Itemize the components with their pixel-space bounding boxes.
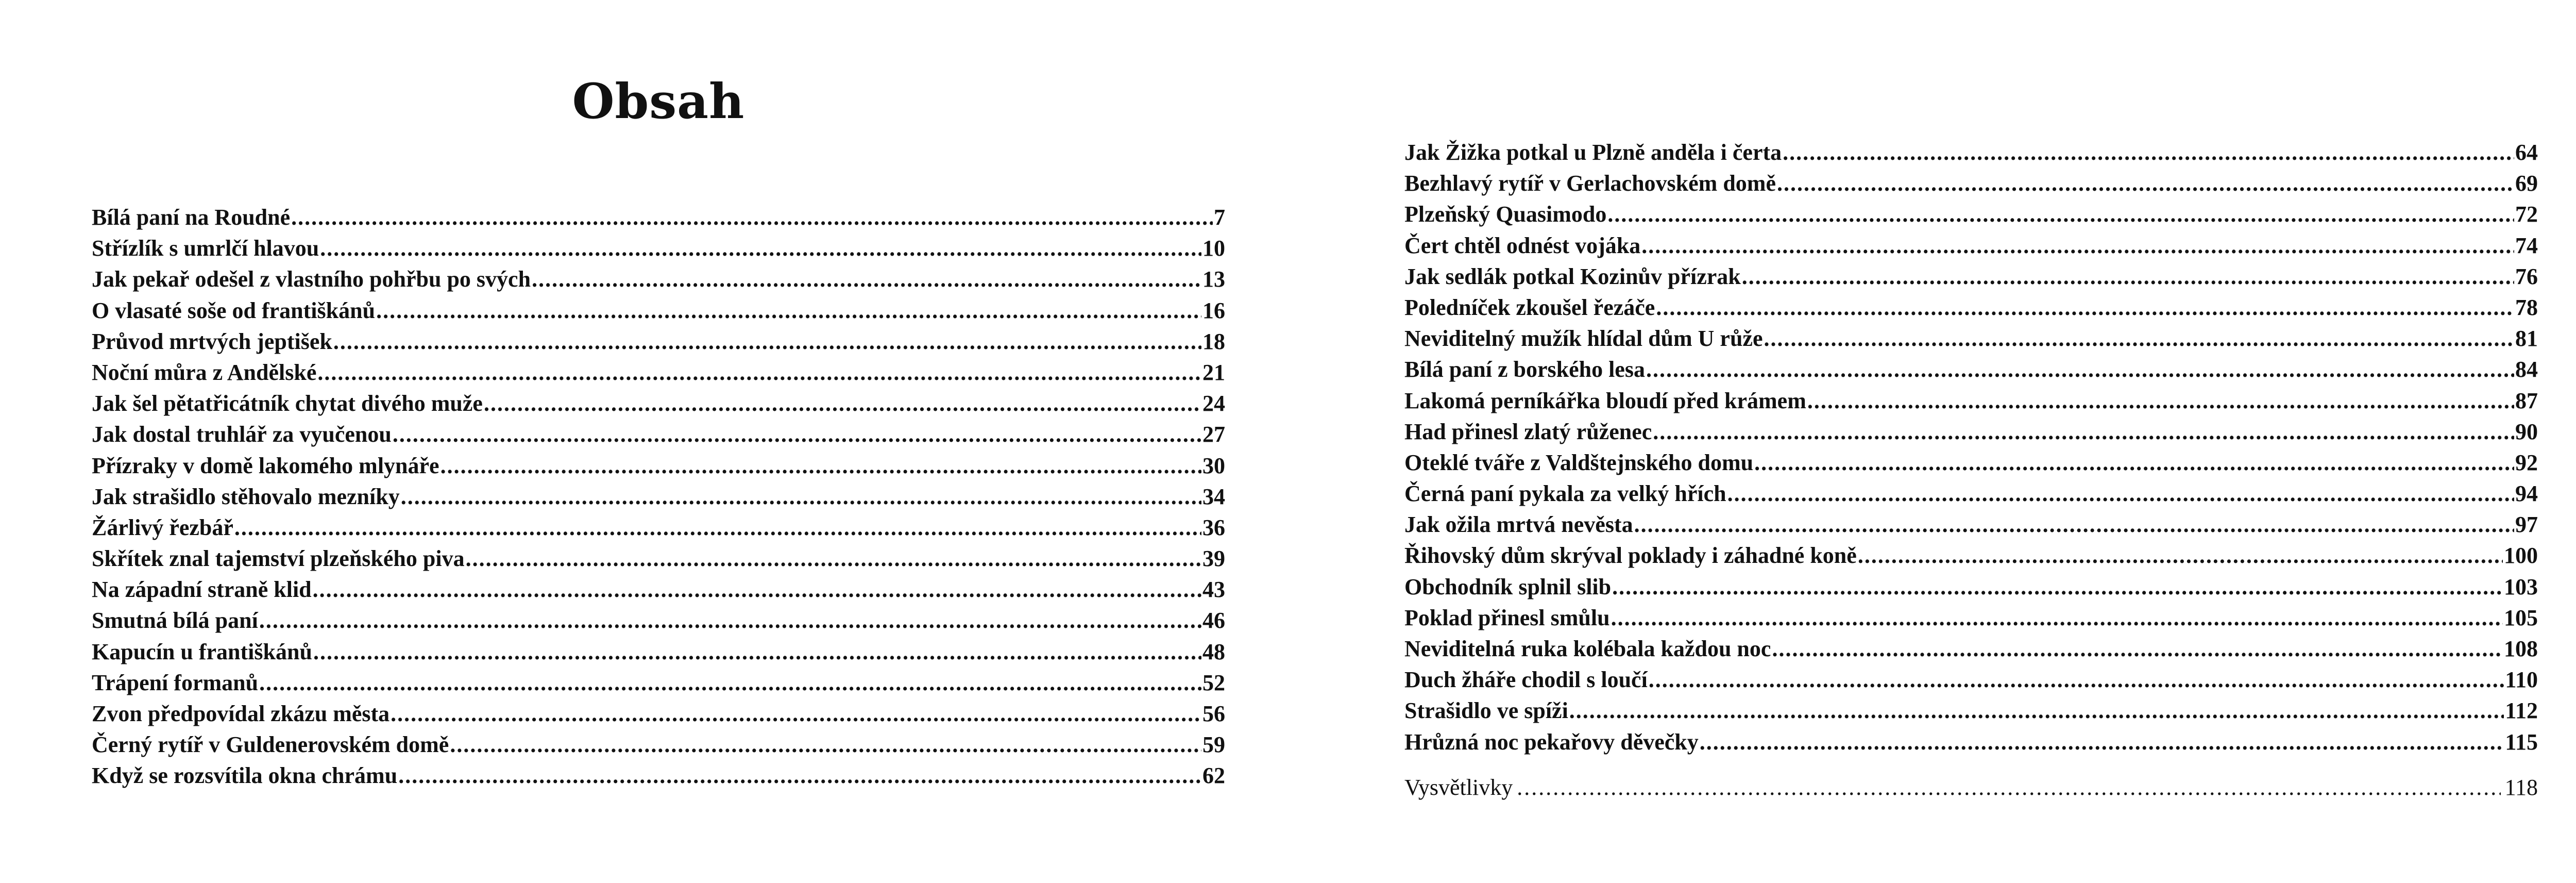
toc-entry <box>92 419 1225 450</box>
toc-entry-title: Oteklé tváře z Valdštejnského domu <box>1404 449 1754 475</box>
toc-entry-page: 7 <box>1214 205 1225 230</box>
toc-entry-title: Průvod mrtvých jeptišek <box>92 328 332 354</box>
toc-entry-page: 108 <box>2504 636 2538 661</box>
toc-entry-page: 94 <box>2515 481 2538 507</box>
toc-entry-title: Řihovský dům skrýval poklady i záhadné koně <box>1404 543 1857 569</box>
toc-entry-title: Kapucín u františkánů <box>92 639 312 664</box>
toc-leader-dots <box>1858 540 2503 571</box>
toc-entry-page: 52 <box>1202 670 1225 695</box>
toc-leader-dots <box>317 357 1201 388</box>
toc-entry-page: 74 <box>2515 232 2538 258</box>
toc-entry-title: Trápení formanů <box>92 670 259 695</box>
toc-entry <box>1404 416 2538 447</box>
toc-leader-dots <box>1611 603 2503 634</box>
toc-entry <box>1404 664 2538 695</box>
toc-leader-dots <box>1653 416 2514 447</box>
toc-entry <box>1404 540 2538 571</box>
toc-entry <box>92 760 1225 791</box>
toc-entry <box>92 295 1225 326</box>
toc-entry-title: Střízlík s umrlčí hlavou <box>92 236 319 261</box>
toc-leader-dots <box>1742 261 2514 292</box>
toc-leader-dots <box>1649 664 2504 695</box>
toc-leader-dots <box>1646 354 2514 385</box>
toc-leader-dots <box>1517 772 2500 803</box>
toc-entry-title: Neviditelný mužík hlídal dům U růže <box>1404 326 1763 352</box>
toc-entry-page: 112 <box>2505 698 2538 724</box>
toc-entry-title: Had přinesl zlatý růženec <box>1404 419 1652 444</box>
toc-entry-title: Jak pekař odešel z vlastního pohřbu po svých <box>92 266 531 292</box>
toc-entry-page: 76 <box>2515 263 2538 289</box>
toc-leader-dots <box>1641 230 2514 261</box>
toc-leader-dots <box>1612 572 2503 603</box>
toc-entry-title: Čert chtěl odnést vojáka <box>1404 232 1641 258</box>
toc-entry-page: 64 <box>2515 140 2538 165</box>
toc-entry-page: 43 <box>1202 577 1225 603</box>
toc-leader-dots <box>376 295 1201 326</box>
toc-leader-dots <box>333 326 1201 357</box>
toc-entry-page: 13 <box>1202 266 1225 292</box>
toc-entry <box>92 512 1225 543</box>
toc-leader-dots <box>466 543 1201 574</box>
toc-entry <box>1404 354 2538 385</box>
toc-entry-page: 46 <box>1202 608 1225 634</box>
toc-entry <box>92 637 1225 668</box>
toc-entry-title: Skřítek znal tajemství plzeňského piva <box>92 546 465 572</box>
toc-entry-page: 56 <box>1202 701 1225 726</box>
toc-entry-title: Žárlivý řezbář <box>92 514 233 540</box>
toc-leader-dots <box>1807 386 2514 416</box>
toc-entry-page: 34 <box>1202 484 1225 509</box>
toc-entry <box>1404 478 2538 509</box>
toc-entry <box>92 668 1225 698</box>
toc-entry <box>92 698 1225 729</box>
toc-appendix-title: Vysvětlivky <box>1404 775 1513 800</box>
toc-list-right <box>1404 137 2538 758</box>
toc-entry-page: 78 <box>2515 294 2538 320</box>
toc-entry-page: 48 <box>1202 639 1225 664</box>
page-title: Obsah <box>572 73 745 130</box>
toc-appendix-entry <box>1404 772 2538 803</box>
toc-entry <box>92 388 1225 419</box>
toc-leader-dots <box>1569 695 2504 726</box>
toc-entry-title: Lakomá perníkářka bloudí před krámem <box>1404 388 1806 413</box>
toc-entry-title: Na západní straně klid <box>92 577 312 603</box>
toc-entry <box>1404 323 2538 354</box>
toc-entry-page: 16 <box>1202 297 1225 323</box>
toc-entry-page: 84 <box>2515 357 2538 382</box>
toc-entry-page: 24 <box>1202 391 1225 416</box>
toc-leader-dots <box>1764 323 2515 354</box>
toc-entry-title: Jak ožila mrtvá nevěsta <box>1404 512 1633 538</box>
toc-entry-page: 110 <box>2505 667 2538 693</box>
toc-leader-dots <box>1772 634 2503 664</box>
toc-entry-title: Bílá paní z borského lesa <box>1404 357 1645 382</box>
toc-entry <box>1404 230 2538 261</box>
toc-entry-title: Poledníček zkoušel řezáče <box>1404 294 1655 320</box>
toc-entry-title: Černý rytíř v Guldenerovském domě <box>92 732 449 758</box>
toc-entry-title: Přízraky v domě lakomého mlynáře <box>92 453 439 478</box>
toc-entry-title: Plzeňský Quasimodo <box>1404 202 1607 227</box>
toc-entry-title: Hrůzná noc pekařovy děvečky <box>1404 729 1699 755</box>
toc-entry-page: 27 <box>1202 422 1225 447</box>
toc-entry <box>1404 199 2538 230</box>
toc-entry <box>92 574 1225 605</box>
toc-leader-dots <box>440 451 1201 481</box>
toc-entry-page: 81 <box>2515 326 2538 352</box>
toc-entry-title: Bílá paní na Roudné <box>92 205 291 230</box>
toc-leader-dots <box>532 264 1201 295</box>
toc-entry <box>92 233 1225 264</box>
toc-entry-page: 39 <box>1202 546 1225 572</box>
toc-leader-dots <box>401 481 1201 512</box>
toc-entry-title: Jak šel pětatřicátník chytat divého muže <box>92 391 483 416</box>
toc-leader-dots <box>1634 509 2514 540</box>
toc-entry-title: Když se rozsvítila okna chrámu <box>92 763 398 789</box>
toc-entry <box>92 357 1225 388</box>
toc-entry-page: 115 <box>2505 729 2538 755</box>
toc-entry-page: 69 <box>2515 171 2538 196</box>
toc-entry <box>1404 168 2538 199</box>
toc-entry <box>92 543 1225 574</box>
toc-leader-dots <box>1783 137 2514 168</box>
toc-entry <box>1404 137 2538 168</box>
toc-entry <box>92 451 1225 481</box>
toc-list-left <box>92 202 1225 792</box>
toc-leader-dots <box>450 729 1201 760</box>
toc-entry-page: 72 <box>2515 202 2538 227</box>
toc-entry <box>1404 695 2538 726</box>
toc-leader-dots <box>398 760 1201 791</box>
toc-entry <box>1404 572 2538 603</box>
toc-leader-dots <box>393 419 1201 450</box>
toc-entry-page: 62 <box>1202 763 1225 789</box>
toc-entry <box>1404 727 2538 758</box>
toc-entry-page: 30 <box>1202 453 1225 478</box>
toc-leader-dots <box>1656 292 2514 323</box>
toc-entry-title: Noční můra z Andělské <box>92 359 317 385</box>
toc-leader-dots <box>391 698 1201 729</box>
toc-entry <box>1404 386 2538 416</box>
toc-leader-dots <box>484 388 1201 419</box>
toc-entry <box>92 481 1225 512</box>
toc-entry <box>1404 509 2538 540</box>
toc-leader-dots <box>259 668 1201 698</box>
toc-entry-title: Neviditelná ruka kolébala každou noc <box>1404 636 1771 661</box>
toc-entry-title: Jak dostal truhlář za vyučenou <box>92 422 392 447</box>
toc-entry-page: 10 <box>1202 236 1225 261</box>
toc-leader-dots <box>259 605 1201 636</box>
toc-leader-dots <box>313 574 1201 605</box>
toc-entry-page: 87 <box>2515 388 2538 413</box>
toc-entry-page: 21 <box>1202 359 1225 385</box>
toc-entry-title: Strašidlo ve spíži <box>1404 698 1568 724</box>
toc-entry <box>1404 292 2538 323</box>
toc-entry-title: Černá paní pykala za velký hřích <box>1404 481 1726 507</box>
toc-entry-title: Zvon předpovídal zkázu města <box>92 701 390 726</box>
toc-entry <box>92 729 1225 760</box>
toc-leader-dots <box>1777 168 2514 199</box>
toc-appendix-page: 118 <box>2504 775 2538 800</box>
toc-entry-title: Duch žháře chodil s loučí <box>1404 667 1648 693</box>
toc-entry-title: Jak strašidlo stěhovalo mezníky <box>92 484 400 509</box>
toc-entry-page: 18 <box>1202 328 1225 354</box>
toc-entry-title: Poklad přinesl smůlu <box>1404 605 1610 630</box>
toc-leader-dots <box>313 637 1201 668</box>
toc-entry <box>92 264 1225 295</box>
toc-entry-title: Bezhlavý rytíř v Gerlachovském domě <box>1404 171 1776 196</box>
toc-leader-dots <box>234 512 1201 543</box>
toc-entry <box>92 326 1225 357</box>
toc-entry-title: Smutná bílá paní <box>92 608 258 634</box>
toc-entry-page: 59 <box>1202 732 1225 758</box>
toc-leader-dots <box>320 233 1201 264</box>
toc-entry-page: 105 <box>2504 605 2538 630</box>
toc-entry-title: O vlasaté soše od františkánů <box>92 297 376 323</box>
toc-entry-page: 100 <box>2504 543 2538 569</box>
toc-leader-dots <box>1727 478 2514 509</box>
toc-entry-page: 92 <box>2515 449 2538 475</box>
toc-entry-page: 103 <box>2504 574 2538 599</box>
toc-entry <box>1404 634 2538 664</box>
toc-entry-title: Jak sedlák potkal Kozinův přízrak <box>1404 263 1741 289</box>
toc-leader-dots <box>1754 447 2514 478</box>
toc-entry <box>1404 603 2538 634</box>
toc-entry-page: 97 <box>2515 512 2538 538</box>
toc-leader-dots <box>291 202 1213 233</box>
toc-entry-page: 36 <box>1202 514 1225 540</box>
toc-leader-dots <box>1700 727 2504 758</box>
toc-entry-page: 90 <box>2515 419 2538 444</box>
toc-entry <box>1404 447 2538 478</box>
toc-entry <box>92 605 1225 636</box>
toc-entry-title: Obchodník splnil slib <box>1404 574 1612 599</box>
toc-entry <box>92 202 1225 233</box>
toc-leader-dots <box>1607 199 2514 230</box>
toc-entry-title: Jak Žižka potkal u Plzně anděla i čerta <box>1404 140 1782 165</box>
toc-entry <box>1404 261 2538 292</box>
